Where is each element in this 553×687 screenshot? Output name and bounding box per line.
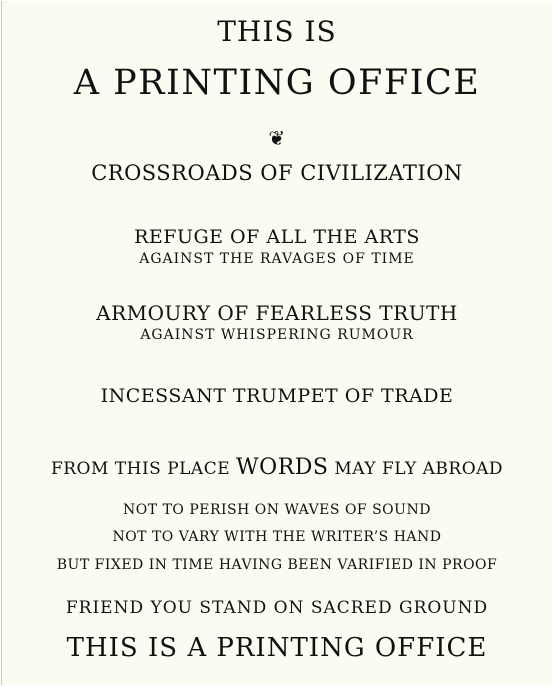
line-fixed: BUT FIXED IN TIME HAVING BEEN VARIFIED IN PROOF — [56, 557, 498, 573]
line-trumpet: INCESSANT TRUMPET OF TRADE — [100, 385, 454, 407]
broadside-page — [1, 1, 552, 685]
line-vary: NOT TO VARY WITH THE WRITER’S HAND — [112, 529, 442, 545]
line-perish: NOT TO PERISH ON WAVES OF SOUND — [123, 502, 431, 518]
line-against-rumour: AGAINST WHISPERING RUMOUR — [140, 327, 414, 343]
line-armoury: ARMOURY OF FEARLESS TRUTH — [96, 301, 458, 325]
line-final-title: THIS IS A PRINTING OFFICE — [66, 633, 488, 663]
line-words-emphasis: WORDS — [236, 455, 329, 480]
line-crossroads: CROSSROADS OF CIVILIZATION — [91, 161, 463, 185]
line-refuge: REFUGE OF ALL THE ARTS — [134, 226, 420, 248]
line-against-time: AGAINST THE RAVAGES OF TIME — [139, 251, 415, 267]
heart-ornament-icon: ❦ — [268, 126, 286, 150]
title-line-2: A PRINTING OFFICE — [73, 63, 481, 103]
line-friend: FRIEND YOU STAND ON SACRED GROUND — [65, 598, 489, 618]
line-words — [2, 457, 552, 479]
line-words-after: MAY FLY ABROAD — [328, 459, 504, 479]
title-line-1: THIS IS — [217, 15, 337, 48]
line-words-before: FROM THIS PLACE — [50, 459, 237, 479]
